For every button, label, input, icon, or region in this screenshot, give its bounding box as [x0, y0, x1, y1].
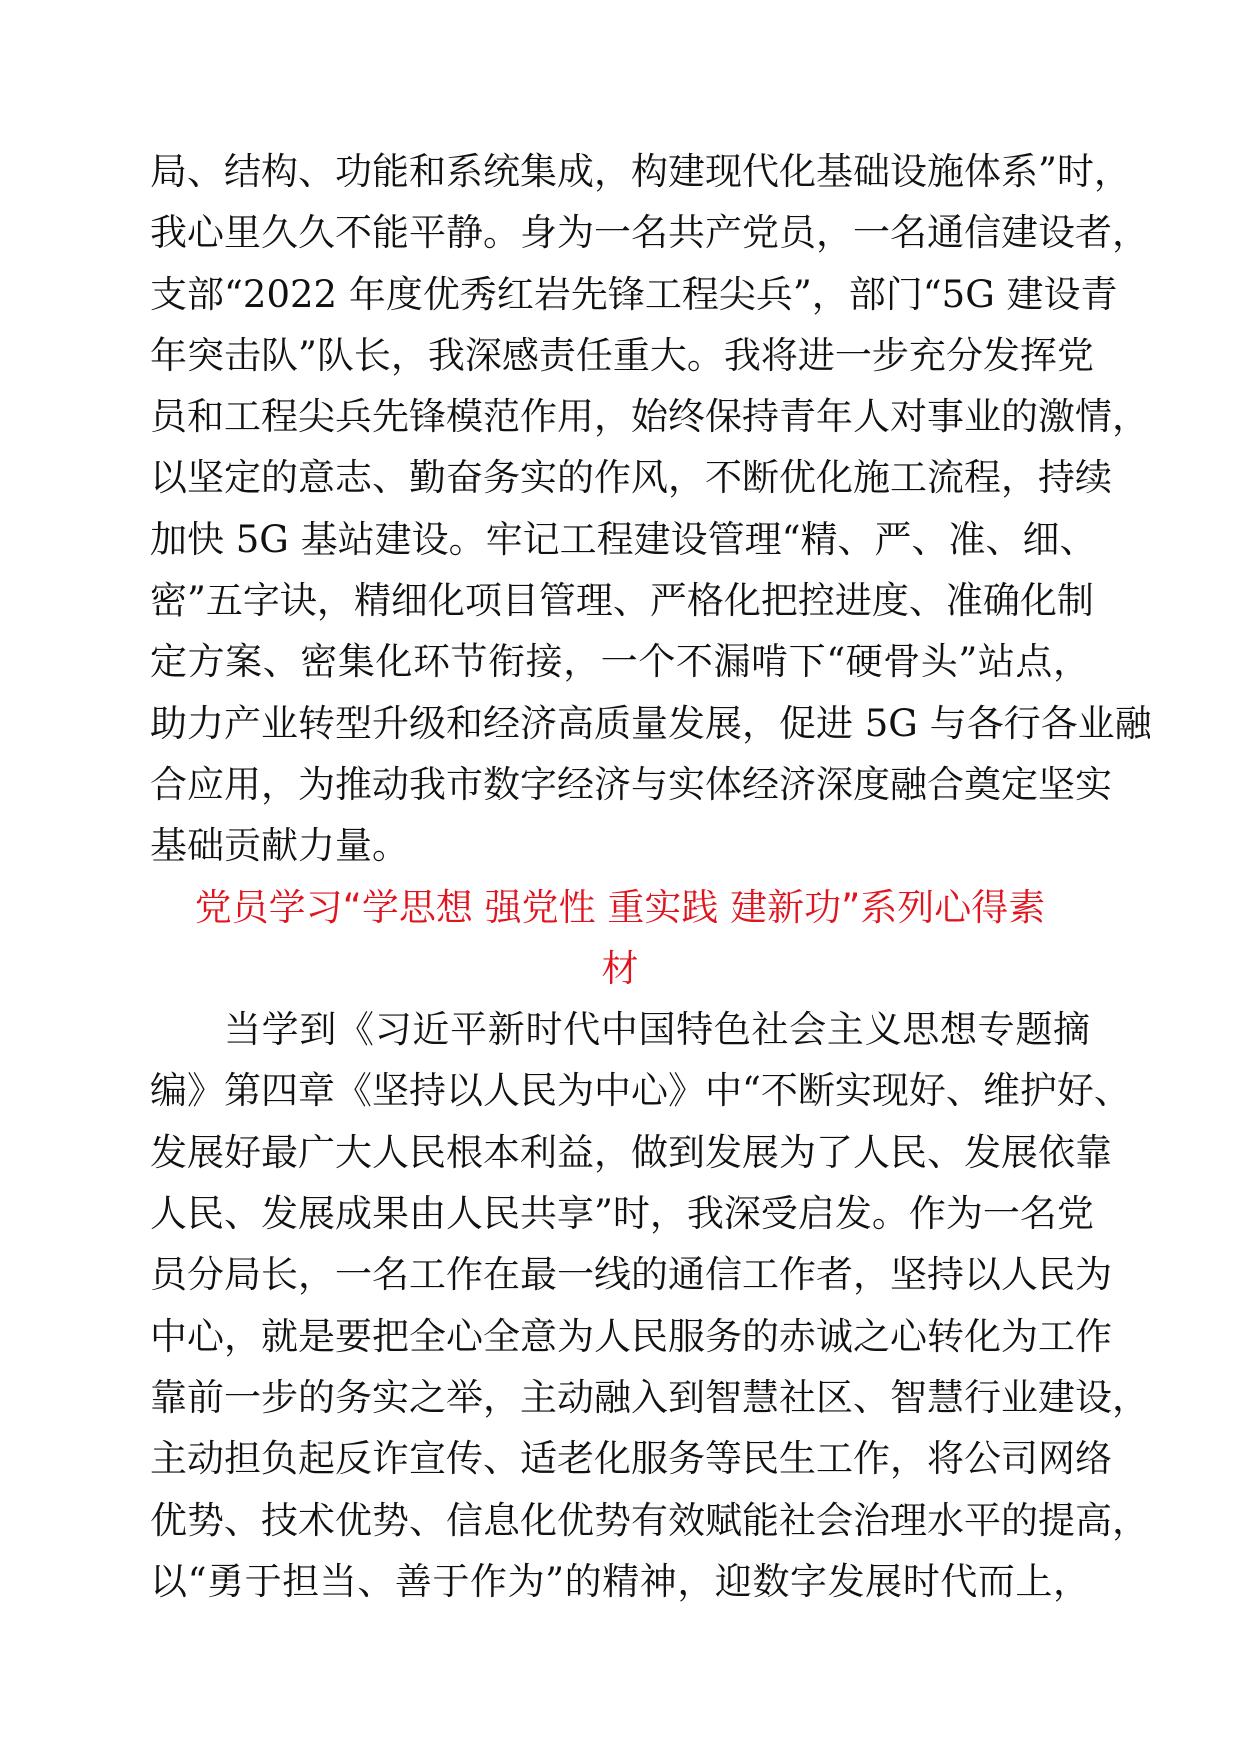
paragraph-line: 支部“2022 年度优秀红岩先锋工程尖兵”，部门“5G 建设青: [150, 272, 1118, 316]
paragraph-line: 助力产业转型升级和经济高质量发展，促进 5G 与各行各业融: [150, 701, 1152, 745]
paragraph-line: 加快 5G 基站建设。牢记工程建设管理“精、严、准、细、: [150, 517, 1097, 561]
paragraph-line: 编》第四章《坚持以人民为中心》中“不断实现好、维护好、: [150, 1069, 1131, 1113]
paragraph-line: 优势、技术优势、信息化优势有效赋能社会治理水平的提高，: [150, 1498, 1149, 1542]
paragraph-line: 人民、发展成果由人民共享”时，我深受启发。作为一名党: [150, 1192, 1094, 1236]
paragraph-line: 以坚定的意志、勤奋务实的作风，不断优化施工流程，持续: [150, 456, 1112, 500]
paragraph-line: 主动担负起反诈宣传、适老化服务等民生工作，将公司网络: [150, 1437, 1112, 1481]
paragraph-line: 我心里久久不能平静。身为一名共产党员，一名通信建设者，: [150, 211, 1149, 255]
paragraph-line: 合应用，为推动我市数字经济与实体经济深度融合奠定坚实: [150, 762, 1112, 806]
paragraph-line: 密”五字诀，精细化项目管理、严格化把控进度、准确化制: [150, 579, 1094, 623]
section-title-line: 材: [601, 946, 639, 990]
document-body: [150, 141, 1152, 1612]
paragraph-line: 员分局长，一名工作在最一线的通信工作者，坚持以人民为: [150, 1253, 1112, 1297]
paragraph-line: 靠前一步的务实之举，主动融入到智慧社区、智慧行业建设，: [150, 1375, 1149, 1419]
section-title-line: 党员学习“学思想 强党性 重实践 建新功”系列心得素: [194, 885, 1046, 929]
paragraph-line: 年突击队”队长，我深感责任重大。我将进一步充分发挥党: [150, 333, 1094, 377]
paragraph-line: 员和工程尖兵先锋模范作用，始终保持青年人对事业的激情，: [150, 395, 1149, 439]
paragraph-2: [150, 999, 1149, 1612]
paragraph-line: 以“勇于担当、善于作为”的精神，迎数字发展时代而上，: [150, 1559, 1090, 1603]
paragraph-line: 发展好最广大人民根本利益，做到发展为了人民、发展依靠: [150, 1130, 1112, 1174]
paragraph-line: 基础贡献力量。: [150, 824, 409, 868]
paragraph-line: 当学到《习近平新时代中国特色社会主义思想专题摘: [224, 1008, 1090, 1052]
section-title: [150, 877, 1090, 1000]
paragraph-1: [150, 141, 1152, 877]
paragraph-line: 局、结构、功能和系统集成，构建现代化基础设施体系”时，: [150, 150, 1131, 193]
paragraph-line: 定方案、密集化环节衔接，一个不漏啃下“硬骨头”站点，: [150, 640, 1090, 684]
paragraph-line: 中心，就是要把全心全意为人民服务的赤诚之心转化为工作: [150, 1314, 1112, 1358]
